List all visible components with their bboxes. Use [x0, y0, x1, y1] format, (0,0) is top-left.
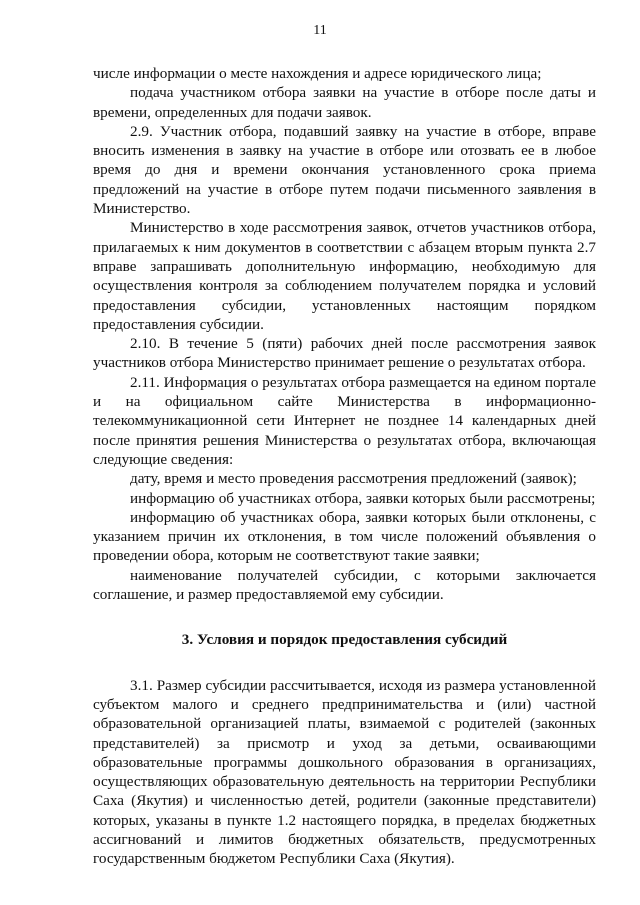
list-item-reviewed-participants: информацию об участниках отбора, заявки которых были рассмотрены;: [130, 489, 596, 507]
paragraph-2-11: 2.11. Информация о результатах отбора размещается на едином портале и на официальном сайте Министерства в информационно-телекоммуникационной сети Интернет не позднее 14 календарных дней после принятия решения Министерства о результатах отбора, включающая следующие сведения:: [93, 373, 596, 468]
section-heading: 3. Условия и порядок предоставления субсидий: [181, 631, 508, 649]
paragraph-3-1: 3.1. Размер субсидии рассчитывается, исходя из размера установленной субъектом малого и среднего предпринимательства и (или) частной образовательной организацией платы, взимаемой с родителей (законных представителей) за присмотр и уход за детьми, осваивающими образовательные программы дошкольного образования в организациях, осуществляющих образовательную деятельность на территории Республики Саха (Якутия) и численностью детей, родители (законные представители) которых, указаны в пункте 1.2 настоящего порядка, в пределах бюджетных ассигнований и лимитов бюджетных обязательств, предусмотренных государственным бюджетом Республики Саха (Якутия).: [93, 676, 596, 868]
paragraph-2-9: 2.9. Участник отбора, подавший заявку на участие в отборе, вправе вносить изменения в заявку на участие в отборе или отозвать ее в любое время до дня и времени окончания установленного срока приема предложений на участие в отборе путем подачи письменного заявления в Министерство.: [93, 122, 596, 218]
paragraph-ministry-requests: Министерство в ходе рассмотрения заявок, отчетов участников отбора, прилагаемых к ним документов в соответствии с абзацем вторым пункта 2.7 вправе запрашивать дополнительную информацию, необходимую для осуществления контроля за соблюдением получателем порядка и условий предоставления субсидии, установленных настоящим порядком предоставления субсидии.: [93, 219, 596, 333]
paragraph-2-10: 2.10. В течение 5 (пяти) рабочих дней после рассмотрения заявок участников отбора Министерство принимает решение о результатах отбора.: [93, 335, 596, 372]
list-item-date-time: дату, время и место проведения рассмотрения предложений (заявок);: [130, 470, 577, 488]
document-body: [93, 64, 596, 869]
list-item-recipients: наименование получателей субсидии, с которыми заключается соглашение, и размер предоставляемой ему субсидии.: [93, 566, 596, 604]
page-number: 11: [313, 23, 327, 38]
list-item-rejected-participants: информацию об участниках обора, заявки которых были отклонены, с указанием причин их отклонения, в том числе положений объявления о проведении обора, которым не соответствуют такие заявки;: [93, 508, 596, 565]
paragraph-late-submission: подача участником отбора заявки на участие в отборе после даты и времени, определенных для подачи заявок.: [93, 84, 596, 121]
paragraph-address-info: числе информации о месте нахождения и адресе юридического лица;: [93, 65, 542, 82]
